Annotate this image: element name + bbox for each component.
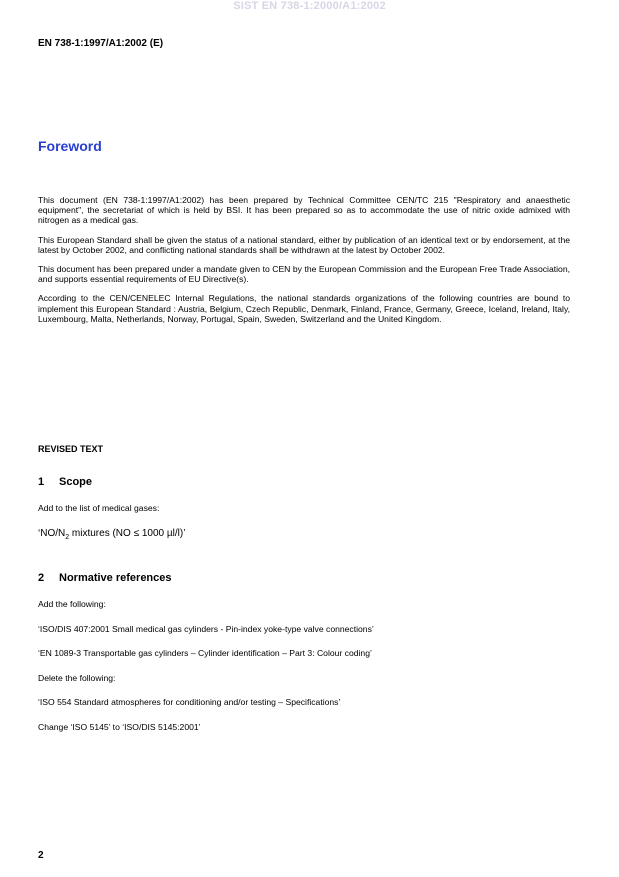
formula-subscript: 2: [65, 534, 70, 541]
section-title: Scope: [59, 476, 93, 488]
foreword-paragraph: This document has been prepared under a mandate given to CEN by the European Commission and the European Free Trade Association, and supports essential requirements of EU Directive(s).: [38, 264, 570, 285]
scope-intro: Add to the list of medical gases:: [38, 503, 160, 513]
gas-formula: [38, 528, 185, 539]
section-number: 2: [38, 572, 45, 584]
reference-en-1089-3: ‘EN 1089-3 Transportable gas cylinders – Cylinder identification – Part 3: Colour coding’: [38, 648, 372, 658]
foreword-body: [38, 195, 570, 333]
watermark: SIST EN 738-1:2000/A1:2002: [233, 0, 386, 12]
delete-intro: Delete the following:: [38, 673, 116, 683]
add-intro: Add the following:: [38, 599, 106, 609]
page-number: 2: [38, 850, 44, 861]
formula-prefix: ‘NO/N: [38, 528, 66, 539]
foreword-paragraph: According to the CEN/CENELEC Internal Regulations, the national standards organizations of the following countries are bound to implement this European Standard : Austria, Belgium, Czech Republic, Denmark, Finland, France, Germany, Greece, Iceland, Ireland, Italy, Luxembourg, Malta, Netherlands, Norway, Portugal, Spain, Sweden, Switzerland and the United Kingdom.: [38, 293, 570, 324]
section-number: 1: [38, 476, 45, 488]
section-heading-normative-references: [38, 572, 172, 584]
section-heading-scope: [38, 476, 92, 488]
foreword-paragraph: This European Standard shall be given the status of a national standard, either by publication of an identical text or by endorsement, at the latest by October 2002, and conflicting national standards shall be withdrawn at the latest by October 2002.: [38, 234, 570, 255]
reference-iso-407: ‘ISO/DIS 407:2001 Small medical gas cylinders - Pin-index yoke-type valve connections’: [38, 624, 374, 634]
foreword-title: Foreword: [38, 138, 102, 154]
document-id: EN 738-1:1997/A1:2002 (E): [38, 38, 164, 49]
section-title: Normative references: [59, 572, 172, 584]
change-instruction: Change ‘ISO 5145’ to ‘ISO/DIS 5145:2001’: [38, 722, 201, 732]
reference-iso-554: ‘ISO 554 Standard atmospheres for conditioning and/or testing – Specifications’: [38, 697, 341, 707]
foreword-paragraph: This document (EN 738-1:1997/A1:2002) has been prepared by Technical Committee CEN/TC 215 "Respiratory and anaesthetic equipment", the secretariat of which is held by BSI. It has been prepared so as to accommodate the use of nitric oxide admixed with nitrogen as a medical gas.: [38, 195, 570, 226]
revised-text-label: REVISED TEXT: [38, 444, 104, 454]
formula-suffix: mixtures (NO ≤ 1000 µl/l)’: [69, 528, 186, 539]
